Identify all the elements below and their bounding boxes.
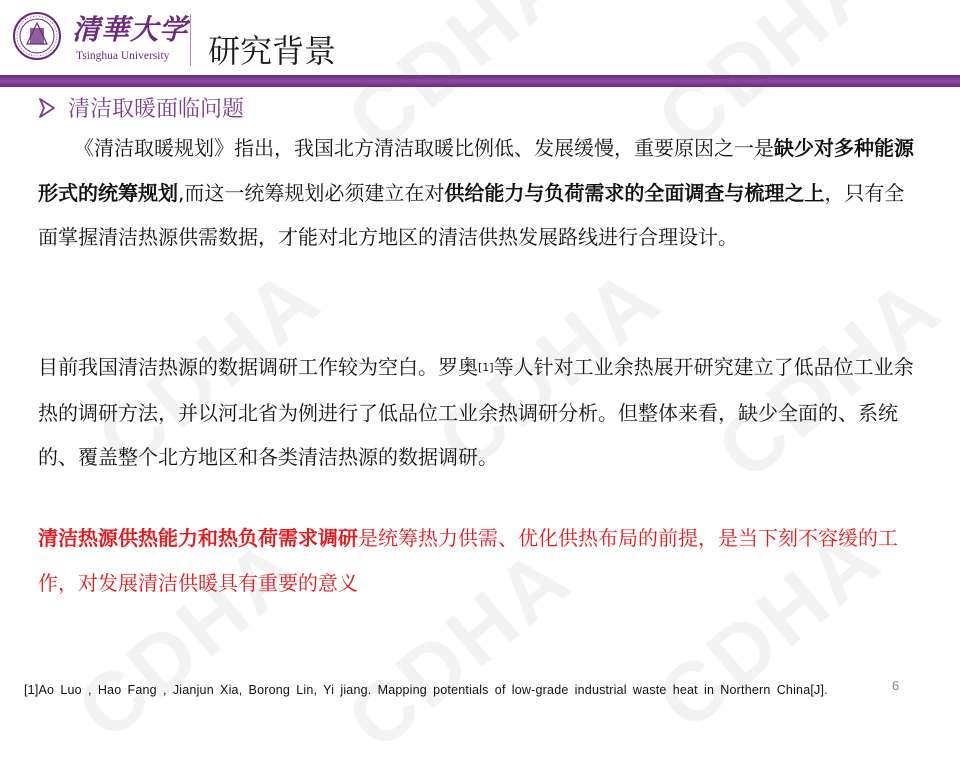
university-logo-name: 清華大学 (72, 13, 189, 46)
page-number: 6 (892, 678, 900, 693)
paragraph-text: 目前我国清洁热源的数据调研工作较为空白。罗奥 (38, 355, 478, 379)
paragraph-text: ，只有全面掌握清洁热源供需数据，才能对北方地区的清洁供热发展路线进行合理设计。 (38, 180, 905, 249)
paragraph-research-status (38, 345, 918, 480)
paragraph-emphasis: 清洁热源供热能力和热负荷需求调研 (38, 526, 358, 550)
university-logo-subtitle: Tsinghua University (76, 50, 170, 62)
paragraph-text: 是统筹热力供需、优化供热布局的前提，是当下刻不容缓的工作，对发展清洁供暖具有重要的意义 (38, 526, 898, 595)
slide-header (0, 0, 960, 90)
footnote-reference: [1]Ao Luo , Hao Fang , Jianjun Xia, Borong Lin, Yi jiang. Mapping potentials of low-grade industrial waste heat in Northern China[J]. (24, 683, 828, 697)
paragraph-planning (38, 126, 918, 260)
paragraph-text: 《清洁取暖规划》指出，我国北方清洁取暖比例低、发展缓慢，重要原因之一是 (74, 136, 774, 160)
header-bar (0, 75, 960, 87)
page-title: 研究背景 (208, 32, 337, 70)
header-divider (190, 14, 191, 66)
paragraph-text: ,而这一统筹规划必须建立在对 (178, 180, 445, 205)
citation-marker: [1] (478, 361, 494, 374)
university-seal-icon (12, 11, 62, 61)
paragraph-emphasis: 供给能力与负荷需求的全面调查与梳理之上 (444, 180, 825, 205)
paragraph-text: 等人针对工业余热展开研究建立了低品位工业余热的调研方法，并以河北省为例进行了低品位工业余热调研分析。但整体来看，缺少全面的、系统的、覆盖整个北方地区和各类清洁热源的数据调研。 (38, 355, 914, 469)
paragraph-emphasis: 缺少对多种能源形式的统筹规划 (38, 136, 914, 205)
paragraph-conclusion (38, 516, 918, 605)
section-heading-text: 清洁取暖面临问题 (68, 97, 245, 122)
arrow-bullet-icon (38, 97, 56, 119)
section-heading (38, 92, 244, 123)
